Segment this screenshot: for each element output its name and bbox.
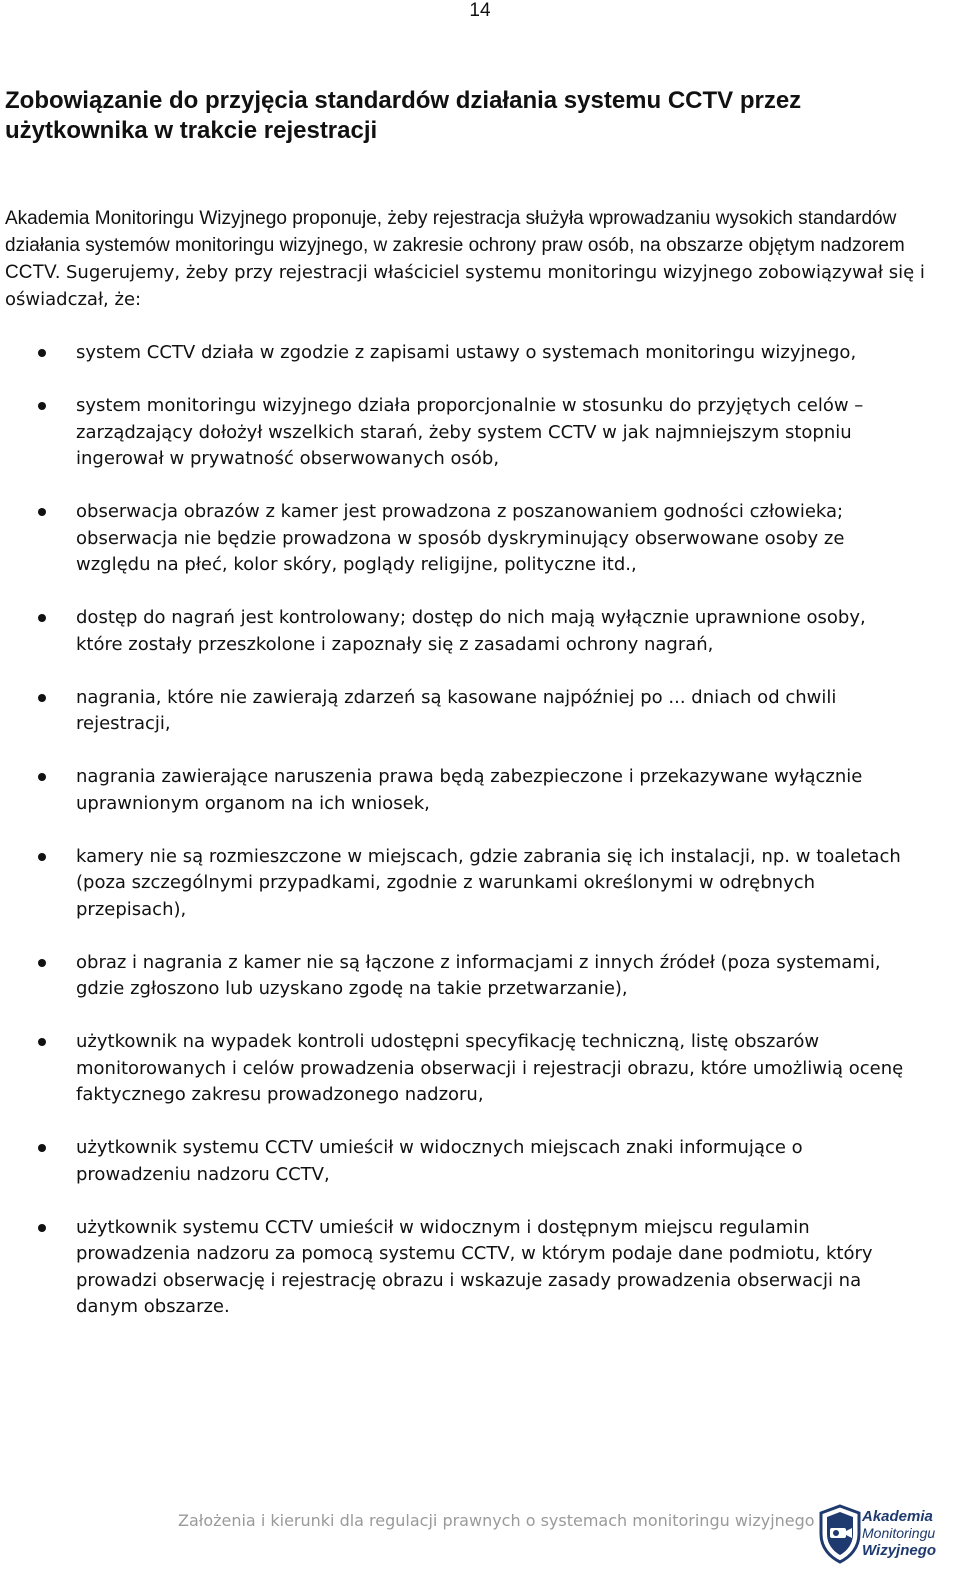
bullet-icon: [38, 959, 46, 967]
logo-line-2: Monitoringu: [862, 1525, 936, 1541]
list-item-text: dostęp do nagrań jest kontrolowany; dostęp do nich mają wyłącznie uprawnione osoby, które zostały przeszkolone i zapoznały się z zasadami ochrony nagrań,: [76, 607, 866, 655]
bullet-icon: [38, 402, 46, 410]
document-title: Zobowiązanie do przyjęcia standardów działania systemu CCTV przez użytkownika w trakcie rejestracji: [5, 87, 802, 144]
bullet-icon: [38, 694, 46, 702]
bullet-icon: [38, 1144, 46, 1152]
footer-text: Założenia i kierunki dla regulacji prawnych o systemach monitoringu wizyjnego: [178, 1511, 815, 1530]
bullet-icon: [38, 508, 46, 516]
logo: [818, 1500, 950, 1568]
list-item-text: nagrania, które nie zawierają zdarzeń są kasowane najpóźniej po ... dniach od chwili rejestracji,: [76, 686, 837, 734]
list-item-text: użytkownik systemu CCTV umieścił w widocznym i dostępnym miejscu regulamin prowadzenia nadzoru za pomocą systemu CCTV, w którym podaje dane podmiotu, który prowadzi obserwację i rejestrację obrazu i wskazuje zasady prowadzenia obserwacji na danym obszarze.: [76, 1216, 873, 1317]
bullet-icon: [38, 773, 46, 781]
list-item-text: obraz i nagrania z kamer nie są łączone z informacjami z innych źródeł (poza systemami, gdzie zgłoszono lub uzyskano zgodę na takie przetwarzanie),: [76, 951, 881, 999]
bullet-icon: [38, 1038, 46, 1046]
list-item-text: system monitoringu wizyjnego działa proporcjonalnie w stosunku do przyjętych celów – zarządzający dołożył wszelkich starań, żeby system CCTV w jak najmniejszym stopniu ingerował w prywatność obserwowanych osób,: [76, 395, 864, 469]
list-item-text: użytkownik na wypadek kontroli udostępni specyfikację techniczną, listę obszarów monitorowanych i celów prowadzenia obserwacji i rejestracji obrazu, które umożliwią ocenę faktycznego zakresu prowadzonego nadzoru,: [76, 1031, 904, 1105]
intro-lead-text: Akademia Monitoringu Wizyjnego proponuje, żeby rejestracja służyła wprowadzaniu wysokich standardów działania systemów monitoringu wizyjnego, w zakresie ochrony praw osób, na obszarze objętym nadzorem CCTV.: [5, 208, 905, 283]
intro-rest-text: Sugerujemy, żeby przy rejestracji właściciel systemu monitoringu wizyjnego zobowiązywał się i oświadczał, że:: [5, 262, 925, 310]
list-item: [0, 950, 911, 1003]
list-item: [0, 685, 911, 738]
list-item: [0, 340, 911, 367]
list-item-text: system CCTV działa w zgodzie z zapisami ustawy o systemach monitoringu wizyjnego,: [76, 342, 857, 363]
logo-line-1: Akademia: [862, 1508, 933, 1525]
commitment-list: [0, 340, 960, 1347]
page-number: 14: [469, 0, 491, 21]
bullet-icon: [38, 1224, 46, 1232]
logo-wordmark: [862, 1508, 936, 1559]
list-item: [0, 499, 911, 579]
list-item-text: obserwacja obrazów z kamer jest prowadzona z poszanowaniem godności człowieka; obserwacja nie będzie prowadzona w sposób dyskryminujący obserwowane osoby ze względu na płeć, kolor skóry, poglądy religijne, polityczne itd.,: [76, 501, 845, 575]
list-item: [0, 1029, 911, 1109]
list-item: [0, 1215, 911, 1321]
bullet-icon: [38, 349, 46, 357]
list-item-text: kamery nie są rozmieszczone w miejscach, gdzie zabrania się ich instalacji, np. w toaletach (poza szczególnymi przypadkami, zgodnie z warunkami określonymi w odrębnych przepisach),: [76, 845, 901, 920]
intro-paragraph: [5, 205, 935, 313]
bullet-icon: [38, 614, 46, 622]
bullet-icon: [38, 853, 46, 861]
list-item: [0, 764, 911, 817]
list-item: [0, 844, 911, 924]
camera-shield-icon: [818, 1504, 862, 1564]
list-item-text: użytkownik systemu CCTV umieścił w widocznych miejscach znaki informujące o prowadzeniu nadzoru CCTV,: [76, 1137, 803, 1185]
list-item-text: nagrania zawierające naruszenia prawa będą zabezpieczone i przekazywane wyłącznie uprawnionym organom na ich wniosek,: [76, 766, 863, 814]
list-item: [0, 1135, 911, 1188]
logo-line-3: Wizyjnego: [862, 1542, 937, 1559]
list-item: [0, 393, 911, 473]
list-item: [0, 605, 911, 658]
